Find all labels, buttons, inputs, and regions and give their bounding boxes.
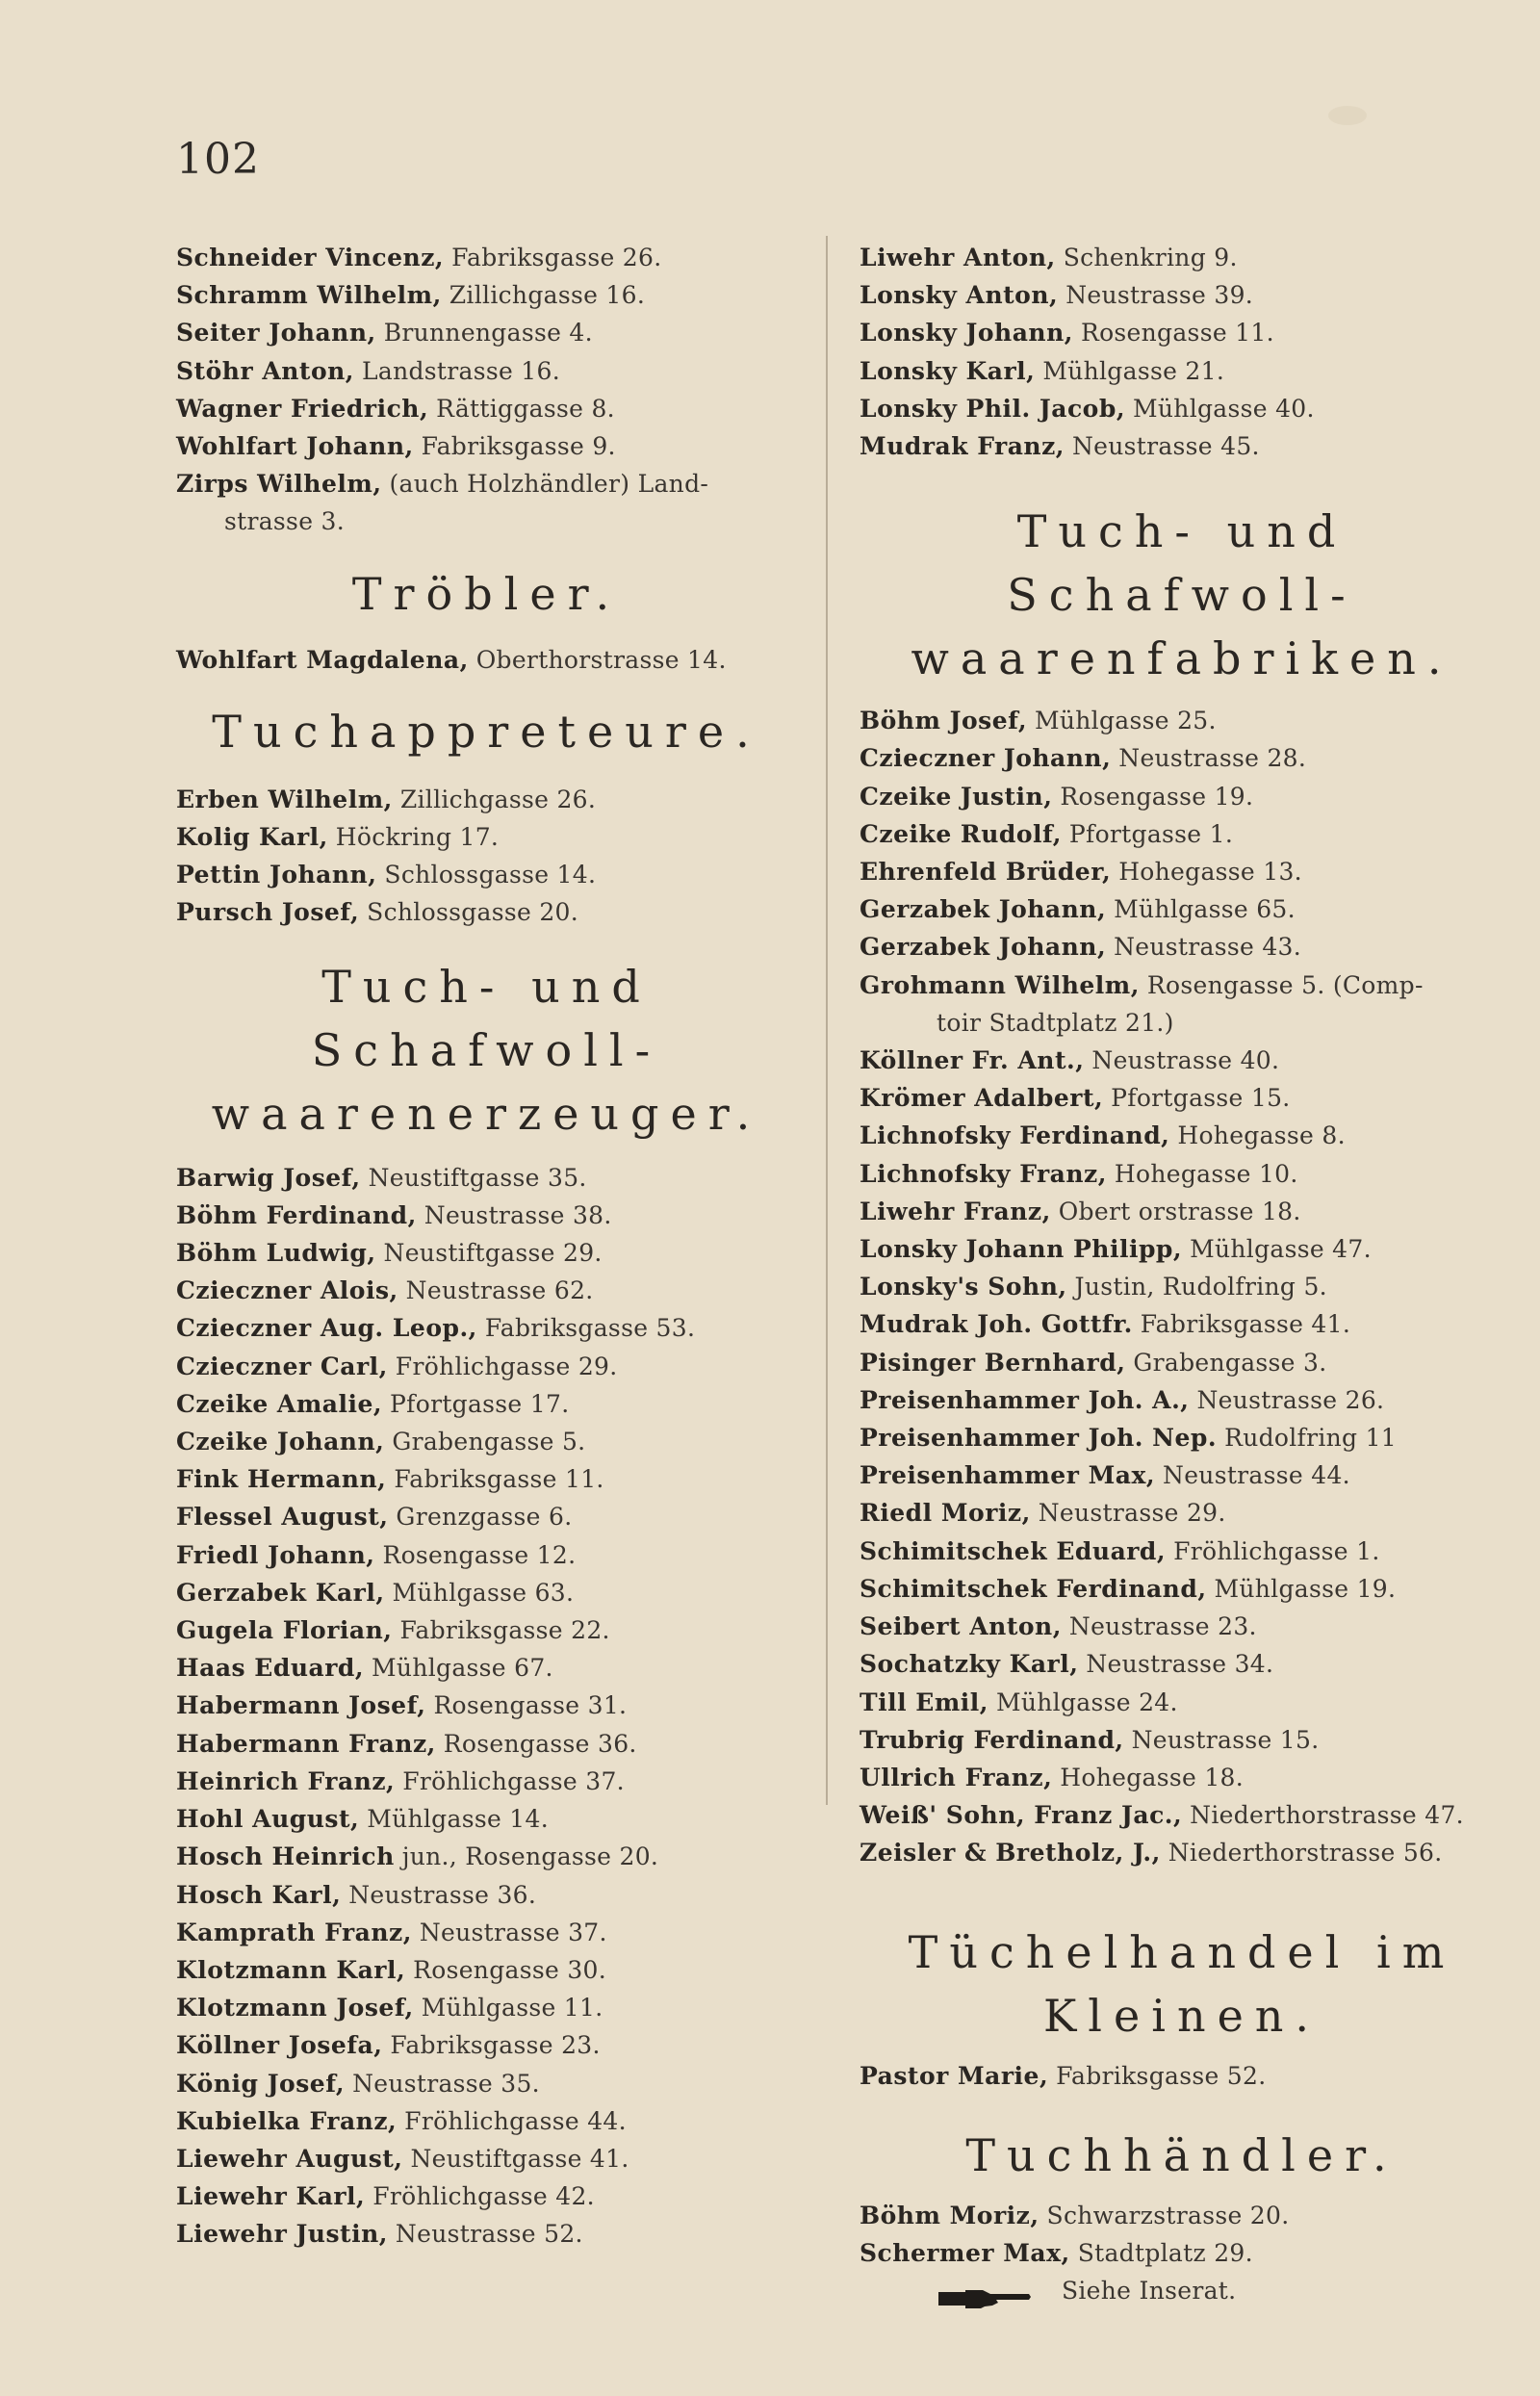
entry-name: Lonsky Phil. Jacob, xyxy=(860,394,1126,423)
right-column xyxy=(860,239,1504,2309)
entry-name: Friedl Johann, xyxy=(176,1540,375,1569)
entry-name: Gugela Florian, xyxy=(176,1616,393,1645)
list-item xyxy=(176,465,797,502)
entry-name: Czieczner Aug. Leop., xyxy=(176,1314,477,1343)
list-item xyxy=(176,239,797,276)
entry-address: Neustrasse 23. xyxy=(1068,1612,1257,1641)
entry-name: Barwig Josef, xyxy=(176,1163,361,1192)
entry-address: Hohegasse 13. xyxy=(1118,858,1302,887)
entry-address: Mühlgasse 65. xyxy=(1114,895,1296,924)
section-heading-tuchhaendler: Tuchhändler. xyxy=(965,2128,1399,2181)
entry-address: Pfortgasse 17. xyxy=(390,1389,570,1418)
entry-address: Mühlgasse 11. xyxy=(421,1994,603,2022)
entry-name: Lonsky Johann, xyxy=(860,319,1073,348)
entry-name: König Josef, xyxy=(176,2069,346,2098)
entry-address: Hohegasse 18. xyxy=(1060,1763,1244,1791)
list-item xyxy=(860,1759,1504,1796)
list-item xyxy=(860,239,1504,276)
entry-address: Fabriksgasse 9. xyxy=(421,432,616,461)
entry-address: Rosengasse 5. (Comp- xyxy=(1146,970,1424,999)
entry-name: Schramm Wilhelm, xyxy=(176,281,442,310)
entry-address: Fabriksgasse 11. xyxy=(394,1465,604,1494)
list-item xyxy=(860,1117,1504,1154)
entry-address: Neustrasse 45. xyxy=(1071,432,1260,461)
list-item xyxy=(176,1876,797,1914)
list-item xyxy=(176,1951,797,1989)
entry-name: Czeike Johann, xyxy=(176,1428,385,1456)
entry-name: Wohlfart Magdalena, xyxy=(176,645,469,674)
list-item xyxy=(860,1268,1504,1305)
list-item xyxy=(176,818,797,856)
list-item xyxy=(860,1456,1504,1494)
list-item xyxy=(860,1079,1504,1117)
entry-address: Oberthorstrasse 14. xyxy=(475,645,727,674)
heading-line: waarenfabriken. xyxy=(911,632,1453,685)
entry-address: Brunnengasse 4. xyxy=(383,319,593,348)
list-item xyxy=(176,1272,797,1309)
entry-address: Neustiftgasse 35. xyxy=(368,1163,587,1192)
entry-name: Köllner Josefa, xyxy=(176,2031,383,2060)
list-item xyxy=(176,1763,797,1800)
entry-address: Fröhlichgasse 44. xyxy=(404,2106,627,2135)
entry-name: Liwehr Anton, xyxy=(860,244,1056,271)
entry-address: Mühlgasse 63. xyxy=(392,1578,575,1607)
entry-address: Mühlgasse 21. xyxy=(1042,356,1225,385)
entry-address: Neustiftgasse 41. xyxy=(410,2144,629,2173)
entry-name: Ehrenfeld Brüder, xyxy=(860,858,1112,887)
entry-name: Heinrich Franz, xyxy=(176,1766,396,1795)
entry-address: Neustrasse 15. xyxy=(1131,1725,1320,1754)
list-item xyxy=(860,1419,1504,1456)
list-item xyxy=(176,1800,797,1838)
entry-address: Mühlgasse 25. xyxy=(1034,707,1217,735)
entry-address: Neustrasse 40. xyxy=(1091,1046,1280,1075)
entry-name: Czeike Rudolf, xyxy=(860,819,1062,848)
entry-name: Seiter Johann, xyxy=(176,319,376,348)
erzeuger-list xyxy=(176,1159,797,2254)
heading-line: Tüchelhandel im xyxy=(908,1925,1456,1978)
entry-address: Hohegasse 10. xyxy=(1114,1159,1298,1188)
entry-address-continued: strasse 3. xyxy=(224,507,345,536)
heading-line: Tuch- und Schafwoll- xyxy=(1007,505,1357,622)
entry-name: Klotzmann Josef, xyxy=(176,1994,414,2022)
entry-address: Grabengasse 3. xyxy=(1133,1348,1327,1377)
list-item xyxy=(860,815,1504,853)
entry-name: Grohmann Wilhelm, xyxy=(860,970,1140,999)
list-item xyxy=(860,739,1504,777)
entry-name: Klotzmann Karl, xyxy=(176,1955,406,1984)
entry-name: Lonsky Karl, xyxy=(860,356,1036,385)
entry-address: Zillichgasse 26. xyxy=(399,785,597,813)
list-item xyxy=(176,1914,797,1951)
entry-name: Zeisler & Bretholz, J., xyxy=(860,1839,1161,1868)
list-item xyxy=(176,314,797,351)
list-item xyxy=(860,1494,1504,1532)
entry-name: Liewehr August, xyxy=(176,2144,403,2173)
entry-name: Till Emil, xyxy=(860,1688,989,1716)
list-item xyxy=(176,2177,797,2215)
entry-address: (auch Holzhändler) Land- xyxy=(389,470,709,499)
entry-name: Gerzabek Johann, xyxy=(860,895,1107,924)
entry-name: Böhm Ludwig, xyxy=(176,1239,376,1268)
list-item xyxy=(176,427,797,465)
entry-address: jun., Rosengasse 20. xyxy=(401,1842,659,1871)
entry-address: Fabriksgasse 23. xyxy=(390,2031,601,2060)
list-item xyxy=(176,893,797,931)
entry-name: Wohlfart Johann, xyxy=(176,432,414,461)
entry-address: Neustrasse 29. xyxy=(1038,1499,1226,1528)
list-item xyxy=(176,1611,797,1649)
entry-address: Grabengasse 5. xyxy=(392,1428,586,1456)
entry-name: Kolig Karl, xyxy=(176,823,328,852)
entry-name: Flessel August, xyxy=(176,1503,389,1532)
entry-address: Pfortgasse 1. xyxy=(1068,819,1234,848)
list-item xyxy=(860,1042,1504,1079)
entry-name: Gerzabek Karl, xyxy=(176,1578,385,1607)
entry-address: Neustrasse 28. xyxy=(1118,744,1307,773)
entry-address: Grenzgasse 6. xyxy=(396,1503,573,1532)
entry-address: Fabriksgasse 22. xyxy=(399,1616,610,1645)
entry-name: Liewehr Justin, xyxy=(176,2220,388,2249)
entry-address: Fabriksgasse 53. xyxy=(484,1314,696,1343)
entry-address: Stadtplatz 29. xyxy=(1077,2238,1253,2267)
list-item xyxy=(860,276,1504,314)
tuchappreteure-list xyxy=(176,781,797,932)
entry-name: Liwehr Franz, xyxy=(860,1197,1051,1225)
entry-name: Czeike Justin, xyxy=(860,782,1053,811)
entry-name: Erben Wilhelm, xyxy=(176,785,393,813)
list-item xyxy=(176,2026,797,2064)
fabriken-list-continued xyxy=(860,1042,1504,1871)
entry-address: Fröhlichgasse 1. xyxy=(1173,1536,1380,1565)
entry-address: Fröhlichgasse 42. xyxy=(372,2182,595,2211)
entry-address: Schwarzstrasse 20. xyxy=(1046,2201,1290,2229)
list-item xyxy=(176,1197,797,1234)
list-item xyxy=(176,2140,797,2177)
list-item xyxy=(860,1344,1504,1381)
entry-address: Fabriksgasse 26. xyxy=(451,244,662,271)
entry-address: Rosengasse 36. xyxy=(443,1729,637,1758)
page-number: 102 xyxy=(176,135,260,184)
list-item xyxy=(860,853,1504,890)
list-item xyxy=(176,1423,797,1460)
entry-name: Pettin Johann, xyxy=(176,861,377,889)
entry-name: Pisinger Bernhard, xyxy=(860,1348,1126,1377)
list-item xyxy=(176,1498,797,1535)
list-item xyxy=(176,1536,797,1574)
left-intro-list xyxy=(176,239,797,541)
list-item xyxy=(860,702,1504,739)
list-item xyxy=(176,1838,797,1875)
entry-name: Weiß' Sohn, Franz Jac., xyxy=(860,1801,1183,1830)
entry-address: Rosengasse 12. xyxy=(382,1540,577,1569)
entry-address: Mühlgasse 14. xyxy=(367,1805,549,1834)
paper-stain xyxy=(1328,106,1367,125)
entry-address: Neustrasse 36. xyxy=(348,1880,537,1909)
entry-name: Schneider Vincenz, xyxy=(176,244,445,271)
heading-line: Kleinen. xyxy=(1042,1989,1322,2042)
pointing-hand-icon xyxy=(937,2282,1033,2304)
left-column xyxy=(176,239,797,2254)
entry-name: Lichnofsky Franz, xyxy=(860,1159,1107,1188)
entry-name: Mudrak Joh. Gottfr. xyxy=(860,1310,1133,1339)
entry-address: Höckring 17. xyxy=(335,823,500,852)
heading-line: waarenerzeuger. xyxy=(211,1087,762,1140)
entry-address: Fröhlichgasse 29. xyxy=(395,1352,618,1380)
entry-address-continued: toir Stadtplatz 21.) xyxy=(937,1008,1174,1037)
list-item xyxy=(176,390,797,427)
list-item xyxy=(860,1305,1504,1343)
entry-address: Schlossgasse 14. xyxy=(384,861,597,889)
list-item xyxy=(860,1381,1504,1419)
entry-name: Kamprath Franz, xyxy=(176,1918,412,1946)
entry-name: Böhm Josef, xyxy=(860,707,1028,735)
list-item xyxy=(176,2102,797,2140)
list-item xyxy=(860,1684,1504,1721)
entry-address: Neustrasse 34. xyxy=(1086,1650,1274,1679)
list-item xyxy=(176,276,797,314)
entry-address: Neustiftgasse 29. xyxy=(383,1239,603,1268)
entry-name: Ullrich Franz, xyxy=(860,1763,1053,1791)
entry-address: Neustrasse 39. xyxy=(1065,281,1254,310)
entry-continuation xyxy=(176,502,797,540)
entry-name: Preisenhammer Joh. A., xyxy=(860,1385,1190,1414)
section-heading-erzeuger xyxy=(176,955,797,1146)
entry-address: Justin, Rudolfring 5. xyxy=(1074,1273,1327,1301)
entry-address: Neustrasse 62. xyxy=(405,1276,594,1305)
entry-address: Neustrasse 52. xyxy=(395,2220,583,2249)
entry-address: Landstrasse 16. xyxy=(361,356,560,385)
entry-name: Habermann Josef, xyxy=(176,1691,426,1720)
entry-name: Trubrig Ferdinand, xyxy=(860,1725,1124,1754)
entry-address: Niederthorstrasse 47. xyxy=(1190,1801,1464,1830)
list-item xyxy=(176,1725,797,1763)
entry-name: Böhm Moriz, xyxy=(860,2201,1040,2229)
list-item xyxy=(860,928,1504,966)
entry-address: Neustrasse 35. xyxy=(352,2069,540,2098)
entry-address: Neustrasse 43. xyxy=(1114,933,1301,962)
list-item xyxy=(176,1460,797,1498)
list-item xyxy=(860,1193,1504,1230)
entry-name: Böhm Ferdinand, xyxy=(176,1200,417,1229)
tuchhaendler-list xyxy=(860,2197,1504,2310)
entry-address: Rättiggasse 8. xyxy=(436,394,615,423)
list-item xyxy=(176,1348,797,1385)
entry-name: Hohl August, xyxy=(176,1805,360,1834)
section-heading-tuchappreteure: Tuchappreteure. xyxy=(212,705,761,758)
list-item xyxy=(860,1608,1504,1645)
entry-name: Schimitschek Eduard, xyxy=(860,1536,1167,1565)
entry-name: Mudrak Franz, xyxy=(860,432,1065,461)
tuechelhandel-list xyxy=(860,2057,1504,2095)
entry-name: Stöhr Anton, xyxy=(176,356,355,385)
list-item xyxy=(860,778,1504,815)
entry-address: Hohegasse 8. xyxy=(1177,1121,1346,1150)
entry-name: Habermann Franz, xyxy=(176,1729,436,1758)
list-item xyxy=(860,1570,1504,1608)
entry-address: Rosengasse 19. xyxy=(1060,782,1254,811)
list-item xyxy=(176,641,797,679)
entry-name: Krömer Adalbert, xyxy=(860,1084,1104,1113)
entry-name: Sochatzky Karl, xyxy=(860,1650,1079,1679)
entry-name: Lonsky Anton, xyxy=(860,281,1059,310)
troedler-list xyxy=(176,641,797,679)
entry-address: Mühlgasse 47. xyxy=(1190,1235,1372,1264)
list-item xyxy=(176,781,797,818)
entry-address: Rosengasse 31. xyxy=(433,1691,628,1720)
entry-name: Kubielka Franz, xyxy=(176,2106,398,2135)
list-item xyxy=(176,1385,797,1423)
entry-name: Schermer Max, xyxy=(860,2238,1070,2267)
entry-name: Köllner Fr. Ant., xyxy=(860,1046,1085,1075)
see-advert-note xyxy=(860,2272,1504,2309)
entry-name: Gerzabek Johann, xyxy=(860,933,1107,962)
fabriken-list xyxy=(860,702,1504,1004)
section-heading-fabriken xyxy=(860,500,1504,690)
list-item xyxy=(860,2234,1504,2272)
list-item xyxy=(860,1721,1504,1759)
entry-name: Czieczner Alois, xyxy=(176,1276,398,1305)
list-item xyxy=(860,890,1504,928)
entry-address: Neustrasse 38. xyxy=(424,1200,612,1229)
list-item xyxy=(860,427,1504,465)
entry-name: Schimitschek Ferdinand, xyxy=(860,1574,1207,1603)
entry-address: Mühlgasse 67. xyxy=(372,1654,553,1683)
entry-address: Schlossgasse 20. xyxy=(367,898,578,927)
list-item xyxy=(176,1309,797,1347)
list-item xyxy=(176,1989,797,2026)
entry-address: Niederthorstrasse 56. xyxy=(1168,1839,1443,1868)
entry-name: Czeike Amalie, xyxy=(176,1389,383,1418)
entry-name: Fink Hermann, xyxy=(176,1465,387,1494)
list-item xyxy=(176,2065,797,2102)
section-heading-tuechelhandel xyxy=(860,1920,1504,2048)
entry-name: Lonsky Johann Philipp, xyxy=(860,1235,1183,1264)
entry-name: Haas Eduard, xyxy=(176,1654,365,1683)
entry-address: Pfortgasse 15. xyxy=(1111,1084,1291,1113)
entry-address: Neustrasse 37. xyxy=(419,1918,607,1946)
entry-name: Pastor Marie, xyxy=(860,2061,1049,2090)
entry-name: Czieczner Johann, xyxy=(860,744,1112,773)
entry-address: Neustrasse 44. xyxy=(1163,1461,1350,1490)
list-item xyxy=(176,1574,797,1611)
entry-name: Preisenhammer Joh. Nep. xyxy=(860,1424,1218,1453)
entry-name: Hosch Heinrich xyxy=(176,1842,395,1871)
list-item xyxy=(860,1796,1504,1834)
entry-address: Rudolfring 11 xyxy=(1224,1424,1398,1453)
list-item xyxy=(860,314,1504,351)
entry-address: Mühlgasse 40. xyxy=(1133,394,1315,423)
list-item xyxy=(860,966,1504,1004)
entry-address: Zillichgasse 16. xyxy=(449,281,646,310)
list-item xyxy=(860,1645,1504,1683)
entry-address: Fabriksgasse 52. xyxy=(1056,2061,1267,2090)
list-item xyxy=(176,2215,797,2253)
section-heading-troedler: Tröbler. xyxy=(351,567,622,620)
entry-name: Liewehr Karl, xyxy=(176,2182,366,2211)
list-item xyxy=(176,1649,797,1687)
entry-name: Wagner Friedrich, xyxy=(176,394,429,423)
column-divider xyxy=(826,236,828,1805)
right-intro-list xyxy=(860,239,1504,465)
entry-address: Rosengasse 30. xyxy=(413,1955,606,1984)
heading-line: Tuch- und Schafwoll- xyxy=(311,960,662,1076)
entry-address: Obert orstrasse 18. xyxy=(1058,1197,1301,1225)
entry-name: Lichnofsky Ferdinand, xyxy=(860,1121,1170,1150)
list-item xyxy=(176,1687,797,1724)
list-item xyxy=(860,352,1504,390)
entry-name: Hosch Karl, xyxy=(176,1880,342,1909)
list-item xyxy=(860,390,1504,427)
entry-name: Lonsky's Sohn, xyxy=(860,1273,1067,1301)
entry-name: Zirps Wilhelm, xyxy=(176,470,382,499)
entry-address: Fabriksgasse 41. xyxy=(1140,1310,1351,1339)
entry-address: Fröhlichgasse 37. xyxy=(402,1766,625,1795)
entry-address: Mühlgasse 19. xyxy=(1214,1574,1397,1603)
entry-name: Preisenhammer Max, xyxy=(860,1461,1156,1490)
list-item xyxy=(860,1230,1504,1268)
list-item xyxy=(176,856,797,893)
entry-address: Rosengasse 11. xyxy=(1080,319,1274,348)
list-item xyxy=(860,1834,1504,1871)
list-item xyxy=(860,1533,1504,1570)
list-item xyxy=(860,2057,1504,2095)
see-advert-text: Siehe Inserat. xyxy=(1061,2277,1237,2306)
list-item xyxy=(176,1234,797,1272)
list-item xyxy=(860,1155,1504,1193)
entry-address: Mühlgasse 24. xyxy=(995,1688,1178,1716)
entry-name: Riedl Moriz, xyxy=(860,1499,1031,1528)
entry-name: Seibert Anton, xyxy=(860,1612,1062,1641)
entry-address: Schenkring 9. xyxy=(1063,244,1238,271)
entry-name: Czieczner Carl, xyxy=(176,1352,388,1380)
entry-address: Neustrasse 26. xyxy=(1196,1385,1385,1414)
entry-continuation xyxy=(860,1004,1504,1042)
list-item xyxy=(176,352,797,390)
entry-name: Pursch Josef, xyxy=(176,898,360,927)
list-item xyxy=(176,1159,797,1197)
list-item xyxy=(860,2197,1504,2234)
